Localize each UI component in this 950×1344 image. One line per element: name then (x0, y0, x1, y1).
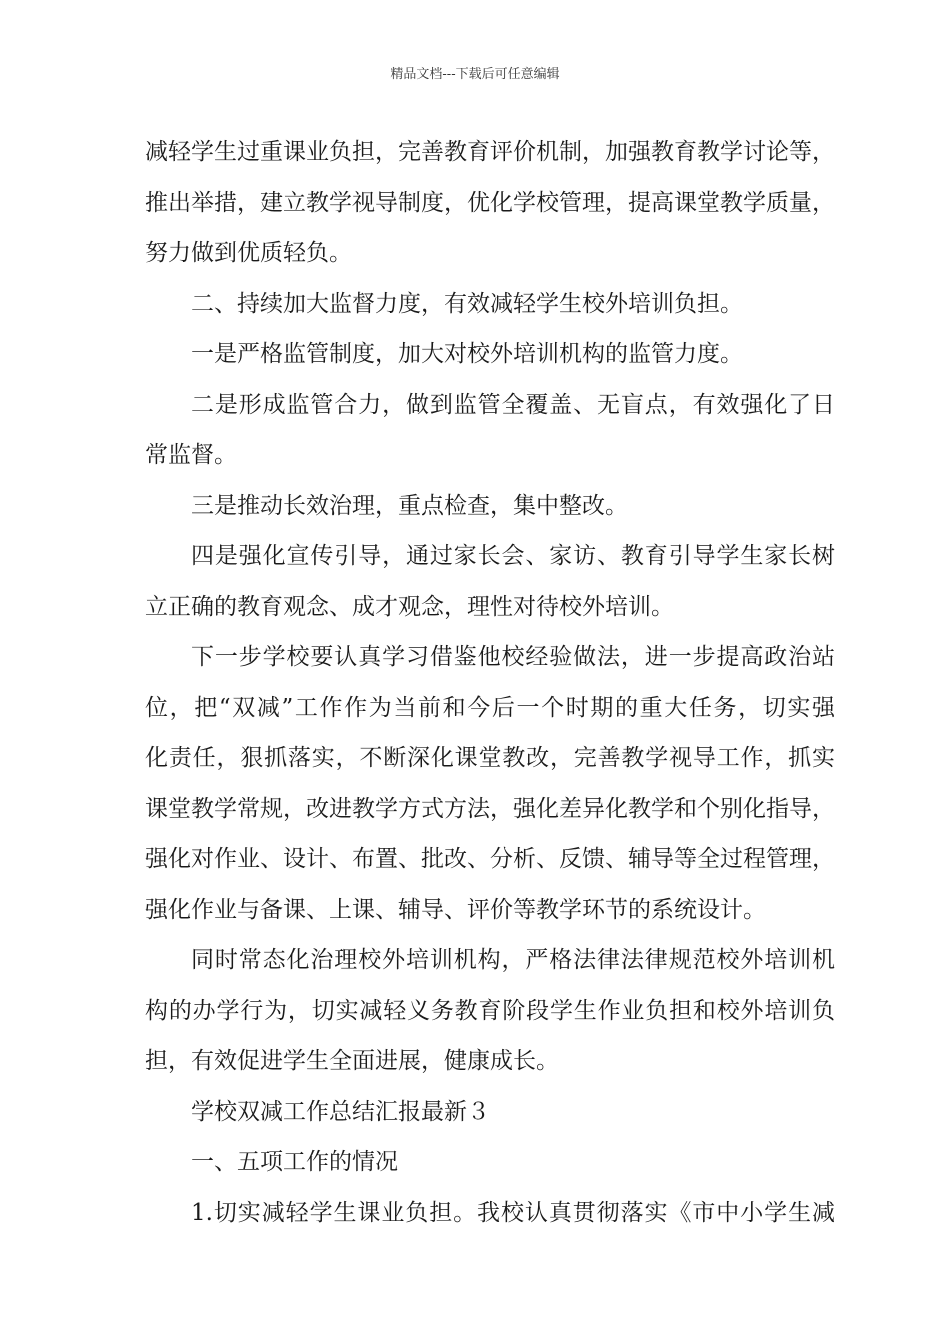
text-line: 一是严格监管制度，加大对校外培训机构的监管力度。 (191, 341, 743, 367)
text-line: 四是强化宣传引导，通过家长会、家访、教育引导学生家长树 (191, 543, 835, 569)
text-line: 担，有效促进学生全面进展，健康成长。 (145, 1048, 559, 1074)
text-line: 课堂教学常规，改进教学方式方法，强化差异化教学和个别化指导， (145, 795, 835, 822)
text-line: 努力做到优质轻负。 (145, 240, 352, 266)
text-line: 学校双减工作总结汇报最新３ (191, 1098, 490, 1125)
text-line: 三是推动长效治理，重点检查，集中整改。 (191, 492, 628, 519)
text-line: 位，把“双减”工作作为当前和今后一个时期的重大任务，切实强 (145, 694, 835, 721)
text-line: 1.切实减轻学生课业负担。我校认真贯彻落实《市中小学生减 (191, 1199, 835, 1226)
text-line: 立正确的教育观念、成才观念，理性对待校外培训。 (145, 593, 674, 620)
text-line: 化责任，狠抓落实，不断深化课堂教改，完善教学视导工作，抓实 (145, 745, 835, 771)
text-line: 二、持续加大监督力度，有效减轻学生校外培训负担。 (191, 290, 743, 317)
text-line: 构的办学行为，切实减轻义务教育阶段学生作业负担和校外培训负 (145, 997, 835, 1024)
text-line: 同时常态化治理校外培训机构，严格法律法律规范校外培训机 (191, 947, 835, 973)
text-line: 下一步学校要认真学习借鉴他校经验做法，进一步提高政治站 (191, 644, 835, 670)
text-line: 推出举措，建立教学视导制度，优化学校管理，提高课堂教学质量， (145, 189, 835, 216)
page-header: 精品文档---下载后可任意编辑 (390, 67, 560, 82)
text-line: 减轻学生过重课业负担，完善教育评价机制，加强教育教学讨论等， (145, 139, 835, 165)
text-line: 二是形成监管合力，做到监管全覆盖、无盲点，有效强化了日 (191, 391, 835, 418)
document-body (145, 127, 835, 1238)
text-line: 一、五项工作的情况 (191, 1149, 398, 1175)
text-line: 强化对作业、设计、布置、批改、分析、反馈、辅导等全过程管理， (145, 846, 835, 872)
text-line: 强化作业与备课、上课、辅导、评价等教学环节的系统设计。 (145, 896, 766, 923)
text-line: 常监督。 (145, 442, 237, 468)
